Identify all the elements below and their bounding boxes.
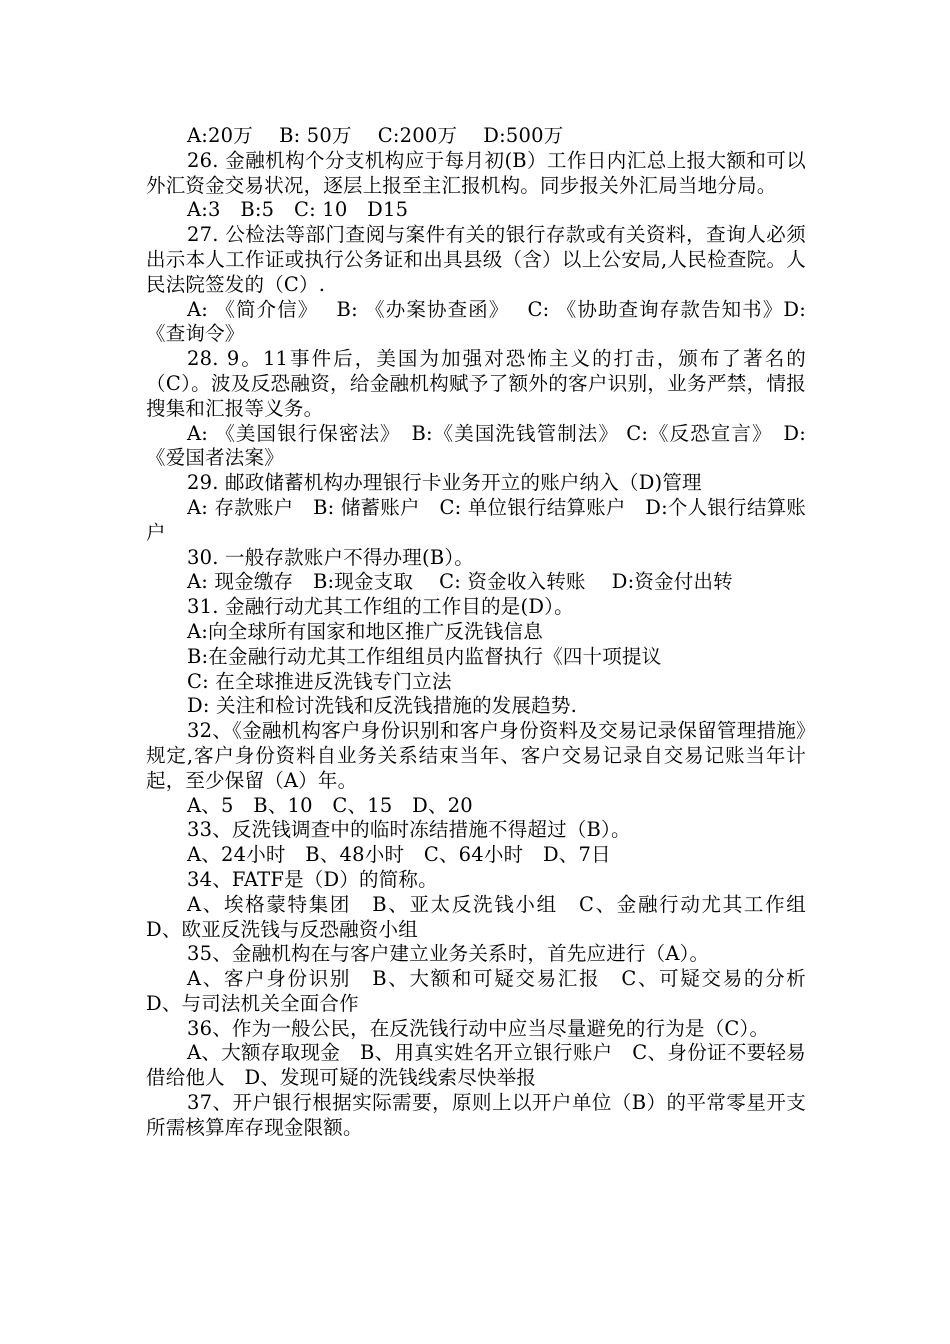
answer-options-28: A: 《美国银行保密法》 B:《美国洗钱管制法》 C:《反恐宣言》 D: 《爱国者法案》: [146, 421, 813, 470]
answer-options-35: A、客户身份识别 B、大额和可疑交易汇报 C、可疑交易的分析 D、与司法机关全面合作: [146, 967, 826, 1015]
question-30: 30. 一般存款账户不得办理(B）。: [187, 545, 474, 569]
question-35: 35、金融机构在与客户建立业务关系时，首先应进行（A）。: [187, 942, 710, 966]
answer-options-26: A:3 B:5 C: 10 D15: [187, 198, 409, 222]
answer-option-31-c: C: 在全球推进反洗钱专门立法: [187, 669, 452, 693]
answer-option-31-d: D: 关注和检讨洗钱和反洗钱措施的发展趋势.: [187, 694, 578, 718]
question-27: 27. 公检法等部门查阅与案件有关的银行存款或有关资料，查询人必须出示本人工作证或执行公务证和出具县级（含）以上公安局,人民检查院。人民法院签发的（C）.: [146, 223, 806, 296]
question-29: 29. 邮政储蓄机构办理银行卡业务开立的账户纳入（D)管理: [187, 471, 702, 495]
answer-options-36: A、大额存取现金 B、用真实姓名开立银行账户 C、身份证不要轻易借给他人 D、发现可疑的洗钱线索尽快举报: [146, 1041, 806, 1090]
question-28: 28. 9。11事件后，美国为加强对恐怖主义的打击，颁布了著名的（C）。波及反恐融资，给金融机构赋予了额外的客户识别，业务严禁，情报搜集和汇报等义务。: [146, 347, 806, 420]
question-26: 26. 金融机构个分支机构应于每月初(B）工作日内汇总上报大额和可以外汇资金交易状况，逐层上报至主汇报机构。同步报关外汇局当地分局。: [146, 148, 806, 197]
question-33: 33、反洗钱调查中的临时冻结措施不得超过（B）。: [187, 818, 631, 842]
answer-options-30: A: 现金缴存 B:现金支取 C: 资金收入转账 D:资金付出转: [187, 570, 733, 594]
question-37: 37、开户银行根据实际需要，原则上以开户单位（B）的平常零星开支所需核算库存现金限额。: [146, 1091, 806, 1139]
answer-options-29: A: 存款账户 B: 储蓄账户 C: 单位银行结算账户 D:个人银行结算账户: [146, 495, 806, 544]
answer-options-32: A、5 B、10 C、15 D、20: [187, 793, 473, 817]
question-32: 32、《金融机构客户身份识别和客户身份资料及交易记录保留管理措施》规定,客户身份资料自业务关系结束当年、客户交易记录自交易记账当年计起，至少保留（A）年。: [146, 719, 806, 792]
document-page: [146, 124, 826, 1141]
answer-option-31-b: B:在金融行动尤其工作组组员内监督执行《四十项提议: [187, 644, 662, 668]
answer-options-34: A、埃格蒙特集团 B、亚太反洗钱小组 C、金融行动尤其工作组 D、欧亚反洗钱与反恐融资小组: [146, 892, 826, 941]
question-36: 36、作为一般公民，在反洗钱行动中应当尽量避免的行为是（C）。: [187, 1016, 770, 1040]
question-34: 34、FATF是（D）的简称。: [187, 867, 438, 891]
answer-options-25: A:20万 B: 50万 C:200万 D:500万: [187, 124, 564, 147]
answer-options-33: A、24小时 B、48小时 C、64小时 D、7日: [187, 843, 611, 867]
question-31: 31. 金融行动尤其工作组的工作目的是(D）。: [187, 595, 574, 619]
answer-options-27: A: 《简介信》 B: 《办案协查函》 C: 《协助查询存款告知书》D:《查询令》: [146, 297, 806, 346]
answer-option-31-a: A:向全球所有国家和地区推广反洗钱信息: [187, 619, 543, 643]
